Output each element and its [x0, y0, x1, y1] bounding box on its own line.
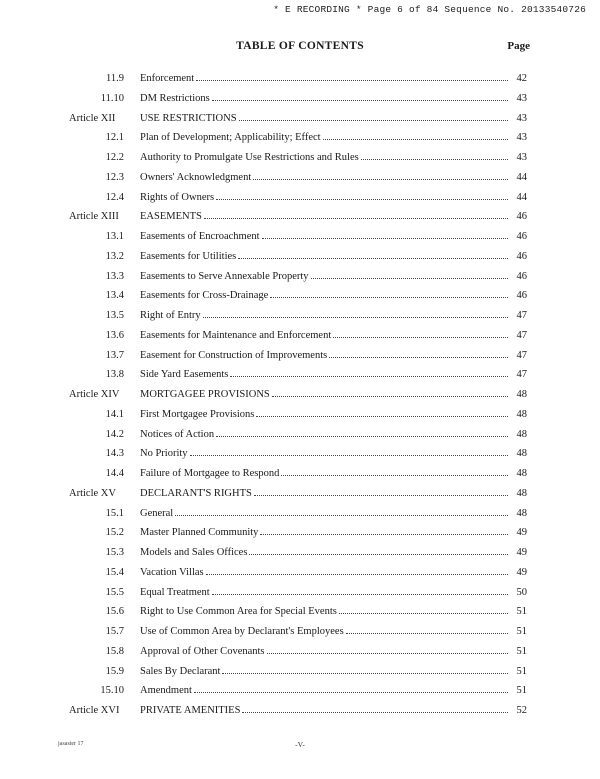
toc-title: DECLARANT'S RIGHTS	[140, 487, 252, 499]
toc-number: 11.9	[106, 73, 124, 84]
toc-title: Easements for Cross-Drainage	[140, 290, 269, 302]
toc-title-with-leader	[140, 447, 508, 460]
toc-title-with-leader	[140, 487, 508, 500]
dot-leader	[339, 613, 508, 614]
toc-number: 11.10	[100, 92, 124, 104]
toc-title-with-leader	[140, 151, 508, 164]
toc-title: Easements for Utilities	[140, 250, 237, 262]
dot-leader	[212, 594, 508, 595]
toc-page-number: 47	[516, 329, 527, 341]
toc-title-with-leader	[140, 210, 508, 223]
toc-page-number: 50	[516, 586, 527, 598]
toc-title-with-leader	[140, 566, 508, 579]
recording-header: * E RECORDING * Page 6 of 84 Sequence No. 20133540726	[273, 4, 586, 15]
toc-section-row	[0, 171, 600, 191]
toc-title-with-leader	[140, 507, 508, 520]
toc-page-number: 51	[516, 665, 527, 677]
toc-title-with-leader	[140, 270, 508, 283]
toc-title: Owners' Acknowledgment	[140, 171, 252, 183]
footer-doc-id: jasaster 17	[58, 741, 84, 747]
toc-number: 15.8	[105, 645, 124, 657]
toc-number: Article XIV	[69, 389, 120, 400]
toc-page-number: 46	[516, 270, 527, 282]
toc-title: Vacation Villas	[140, 566, 204, 578]
toc-page-number: 48	[516, 428, 527, 440]
toc-title: Easement for Construction of Improvements	[140, 349, 328, 361]
toc-section-row	[0, 586, 600, 606]
toc-title: Rights of Owners	[140, 191, 215, 203]
toc-title-with-leader	[140, 112, 508, 125]
toc-title: Master Planned Community	[140, 527, 259, 539]
toc-number: 13.5	[105, 310, 124, 321]
toc-page-number: 51	[516, 645, 527, 657]
toc-title: Models and Sales Offices	[140, 547, 248, 558]
toc-title: Right of Entry	[140, 310, 201, 321]
toc-title-with-leader	[140, 625, 508, 638]
toc-article-row	[0, 112, 600, 132]
toc-title-with-leader	[140, 388, 508, 401]
toc-page-number: 48	[516, 448, 527, 460]
toc-section-row	[0, 72, 600, 92]
toc-page-number: 52	[516, 705, 527, 716]
toc-page-number: 42	[516, 73, 527, 84]
toc-section-row	[0, 605, 600, 625]
dot-leader	[262, 238, 508, 239]
toc-page-number: 47	[516, 349, 527, 361]
toc-number: 13.4	[105, 290, 124, 302]
toc-section-row	[0, 684, 600, 704]
toc-number: 13.8	[105, 369, 124, 381]
toc-section-row	[0, 408, 600, 428]
toc-page-number: 51	[516, 626, 527, 637]
toc-title-with-leader	[140, 250, 508, 263]
toc-title-with-leader	[140, 684, 508, 697]
toc-page-number: 43	[516, 152, 527, 163]
toc-page-number: 48	[516, 487, 527, 499]
dot-leader	[323, 139, 508, 140]
dot-leader	[260, 534, 508, 535]
dot-leader	[254, 495, 508, 496]
toc-title-with-leader	[140, 92, 508, 105]
toc-title: Easements to Serve Annexable Property	[140, 270, 309, 282]
toc-section-row	[0, 151, 600, 171]
toc-section-row	[0, 625, 600, 645]
toc-title: No Priority	[140, 448, 188, 460]
toc-title: USE RESTRICTIONS	[140, 112, 237, 124]
toc-number: Article XIII	[69, 211, 119, 223]
toc-number: 15.9	[105, 665, 124, 677]
page-column-label: Page	[507, 40, 530, 52]
toc-page-number: 48	[516, 389, 527, 400]
dot-leader	[190, 455, 508, 456]
dot-leader	[267, 653, 508, 654]
toc-title-with-leader	[140, 171, 508, 184]
toc-number: 15.1	[105, 507, 124, 519]
toc-number: 13.2	[105, 250, 124, 262]
toc-title-with-leader	[140, 546, 508, 559]
dot-leader	[212, 100, 508, 101]
dot-leader	[333, 337, 508, 338]
toc-title-with-leader	[140, 368, 508, 381]
toc-title: EASEMENTS	[140, 211, 202, 223]
toc-number: 15.2	[105, 527, 124, 539]
dot-leader	[270, 297, 508, 298]
toc-section-row	[0, 467, 600, 487]
dot-leader	[346, 633, 508, 634]
dot-leader	[239, 120, 508, 121]
dot-leader	[272, 396, 508, 397]
toc-title: Enforcement	[140, 73, 195, 84]
toc-section-row	[0, 645, 600, 665]
toc-page-number: 49	[516, 527, 527, 539]
toc-page-number: 46	[516, 231, 527, 242]
toc-page-number: 43	[516, 112, 527, 124]
toc-number: 13.6	[105, 329, 124, 341]
toc-title: Authority to Promulgate Use Restrictions and Rules	[140, 152, 359, 163]
dot-leader	[281, 475, 508, 476]
toc-title-with-leader	[140, 349, 508, 362]
toc-page-number: 51	[516, 685, 527, 697]
toc-number: 13.1	[105, 231, 124, 242]
toc-number: 12.3	[105, 171, 124, 183]
toc-section-row	[0, 230, 600, 250]
toc-section-row	[0, 309, 600, 329]
toc-page-number: 47	[516, 310, 527, 321]
toc-section-row	[0, 665, 600, 685]
toc-page-number: 48	[516, 468, 527, 479]
toc-number: 12.4	[105, 191, 124, 203]
page-title: TABLE OF CONTENTS	[236, 40, 364, 52]
toc-title: Equal Treatment	[140, 586, 210, 598]
toc-title-with-leader	[140, 289, 508, 302]
toc-page-number: 46	[516, 290, 527, 302]
toc-title-with-leader	[140, 605, 508, 618]
toc-article-row	[0, 388, 600, 408]
toc-section-row	[0, 191, 600, 211]
dot-leader	[206, 574, 508, 575]
toc-page-number: 48	[516, 408, 527, 420]
toc-title: Easements of Encroachment	[140, 231, 260, 242]
dot-leader	[216, 199, 508, 200]
toc-page-number: 49	[516, 566, 527, 578]
dot-leader	[230, 376, 508, 377]
toc-title: PRIVATE AMENITIES	[140, 705, 241, 716]
toc-title-with-leader	[140, 428, 508, 441]
toc-number: 15.10	[100, 685, 124, 697]
toc-page-number: 44	[516, 191, 527, 203]
toc-page-number: 49	[516, 547, 527, 558]
dot-leader	[256, 416, 508, 417]
toc-title: DM Restrictions	[140, 92, 210, 104]
toc-title: Approval of Other Covenants	[140, 645, 265, 657]
toc-number: 15.7	[105, 626, 124, 637]
dot-leader	[253, 179, 508, 180]
toc-number: 13.7	[105, 349, 124, 361]
toc-page-number: 43	[516, 132, 527, 144]
toc-title-with-leader	[140, 230, 508, 243]
toc-page-number: 46	[516, 211, 527, 223]
toc-title-with-leader	[140, 131, 508, 144]
toc-page-number: 48	[516, 507, 527, 519]
toc-section-row	[0, 428, 600, 448]
toc-section-row	[0, 447, 600, 467]
toc-title: Use of Common Area by Declarant's Employees	[140, 626, 344, 637]
toc-section-row	[0, 546, 600, 566]
dot-leader	[203, 317, 508, 318]
dot-leader	[329, 357, 508, 358]
footer-page-number: -V-	[295, 740, 305, 749]
dot-leader	[311, 278, 508, 279]
toc-article-row	[0, 704, 600, 724]
toc-section-row	[0, 329, 600, 349]
dot-leader	[196, 80, 508, 81]
toc-number: 15.3	[105, 547, 124, 558]
dot-leader	[361, 159, 508, 160]
toc-title-with-leader	[140, 645, 508, 658]
toc-page-number: 47	[516, 369, 527, 381]
toc-number: 12.1	[105, 132, 124, 144]
toc-number: 14.3	[105, 448, 124, 460]
dot-leader	[216, 436, 508, 437]
toc-number: Article XV	[69, 487, 116, 499]
toc-number: Article XVI	[69, 705, 120, 716]
toc-number: 14.4	[105, 468, 124, 479]
toc-number: 15.4	[105, 566, 124, 578]
toc-section-row	[0, 131, 600, 151]
toc-number: 13.3	[105, 270, 124, 282]
toc-title: Side Yard Easements	[140, 369, 229, 381]
toc-section-row	[0, 92, 600, 112]
dot-leader	[249, 554, 508, 555]
toc-title-with-leader	[140, 704, 508, 717]
toc-section-row	[0, 368, 600, 388]
toc-title: Sales By Declarant	[140, 665, 221, 677]
toc-title: Amendment	[140, 685, 192, 697]
toc-number: 12.2	[105, 152, 124, 163]
toc-page-number: 46	[516, 250, 527, 262]
toc-title: Right to Use Common Area for Special Events	[140, 606, 337, 618]
toc-section-row	[0, 566, 600, 586]
toc-article-row	[0, 487, 600, 507]
toc-title-with-leader	[140, 526, 508, 539]
dot-leader	[238, 258, 508, 259]
toc-number: 15.6	[105, 606, 124, 618]
toc-number: Article XII	[69, 112, 116, 124]
toc-section-row	[0, 250, 600, 270]
toc-title-with-leader	[140, 408, 508, 421]
toc-number: 14.1	[105, 408, 124, 420]
toc-title: General	[140, 507, 174, 519]
toc-title: Notices of Action	[140, 428, 215, 440]
toc-title-with-leader	[140, 665, 508, 678]
dot-leader	[175, 515, 508, 516]
toc-title: Plan of Development; Applicability; Effect	[140, 132, 321, 144]
dot-leader	[222, 673, 508, 674]
toc-title-with-leader	[140, 72, 508, 85]
toc-section-row	[0, 507, 600, 527]
toc-title-with-leader	[140, 467, 508, 480]
toc-section-row	[0, 270, 600, 290]
toc-page-number: 43	[516, 92, 527, 104]
toc-section-row	[0, 349, 600, 369]
toc-title: Easements for Maintenance and Enforcement	[140, 329, 332, 341]
toc-section-row	[0, 526, 600, 546]
toc-page-number: 44	[516, 171, 527, 183]
toc-title: MORTGAGEE PROVISIONS	[140, 389, 270, 400]
toc-title-with-leader	[140, 329, 508, 342]
toc-article-row	[0, 210, 600, 230]
toc-title-with-leader	[140, 586, 508, 599]
toc-page-number: 51	[516, 606, 527, 618]
dot-leader	[194, 692, 508, 693]
toc-number: 15.5	[105, 586, 124, 598]
toc-title-with-leader	[140, 309, 508, 322]
dot-leader	[242, 712, 508, 713]
toc-title: Failure of Mortgagee to Respond	[140, 468, 280, 479]
toc-section-row	[0, 289, 600, 309]
toc-number: 14.2	[105, 428, 124, 440]
toc-title-with-leader	[140, 191, 508, 204]
toc-title: First Mortgagee Provisions	[140, 408, 255, 420]
dot-leader	[204, 218, 508, 219]
